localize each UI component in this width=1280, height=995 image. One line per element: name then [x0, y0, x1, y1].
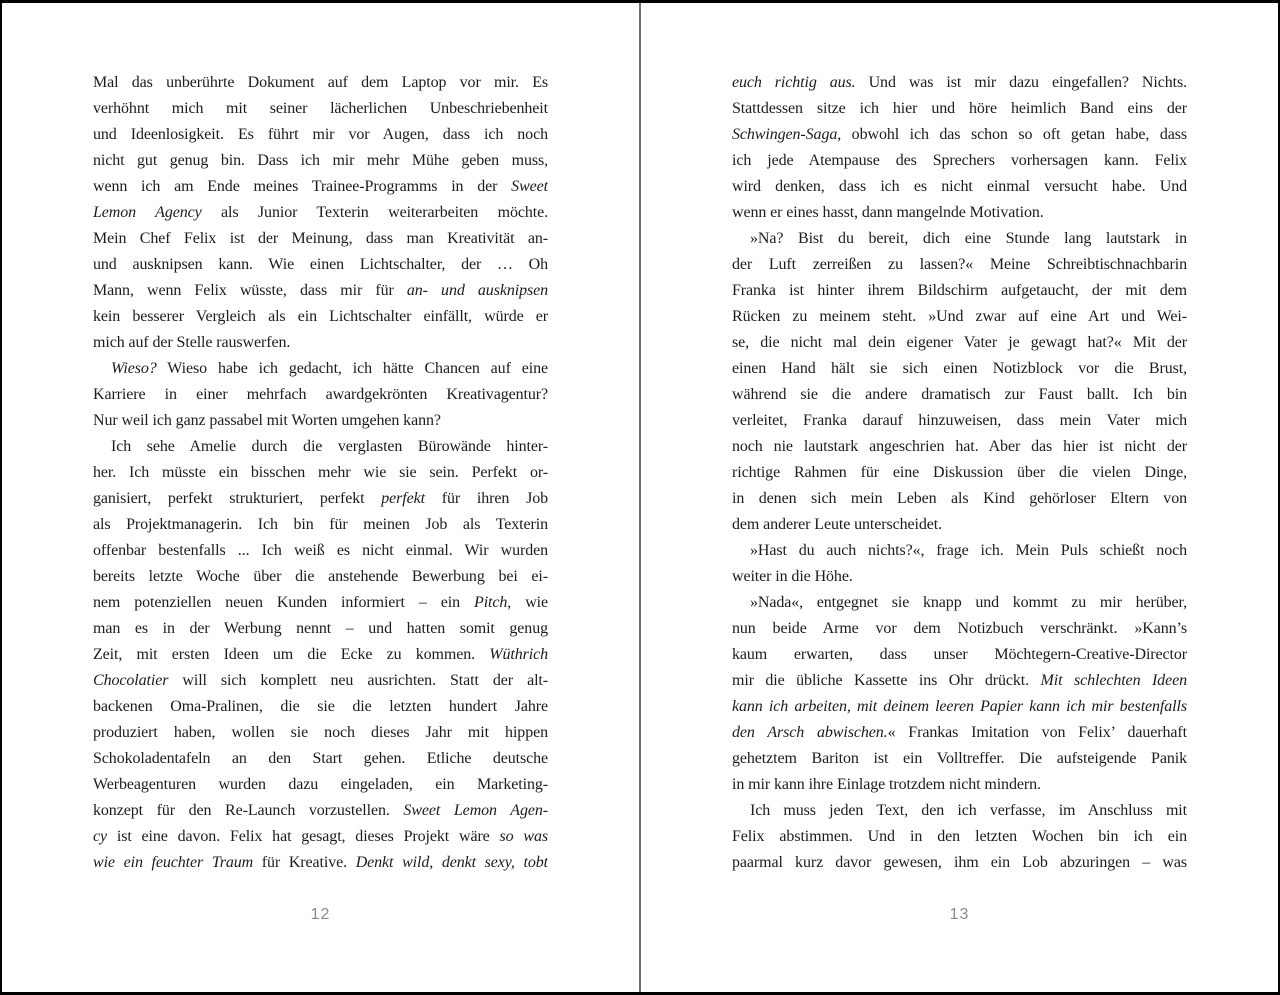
- italic-text-run: Pitch: [474, 594, 508, 611]
- text-run: Wieso habe ich gedacht, ich hätte Chancen auf eine: [156, 360, 548, 377]
- text-line: [93, 746, 548, 772]
- gutter-divider: [639, 3, 641, 992]
- text-run: dem anderer Leute unterscheidet.: [732, 516, 943, 533]
- text-line: [732, 278, 1187, 304]
- text-line: [732, 538, 1187, 564]
- text-run: Ich sehe Amelie durch die verglasten Bürowände hinter-: [111, 438, 548, 455]
- text-run: backenen Oma-Pralinen, die sie die letzten hundert Jahre: [93, 698, 548, 715]
- text-run: Werbeagenturen wurden dazu eingeladen, ein Marketing-: [93, 776, 548, 793]
- italic-text-run: Wüthrich: [489, 646, 548, 663]
- text-run: Stattdessen sitze ich hier und höre heimlich Band eins der: [732, 100, 1187, 117]
- text-run: der Luft zerreißen zu lassen?« Meine Schreibtischnachbarin: [732, 256, 1187, 273]
- text-line: [732, 96, 1187, 122]
- text-run: noch nie lautstark angeschrien hat. Aber das hier ist nicht der: [732, 438, 1187, 455]
- italic-text-run: perfekt: [381, 490, 425, 507]
- italic-text-run: Denkt wild, denkt sexy, tobt: [355, 854, 548, 871]
- text-line: [732, 304, 1187, 330]
- text-run: für ihren Job: [424, 490, 548, 507]
- text-run: und ausknipsen kann. Wie einen Lichtschalter, der … Oh: [93, 256, 548, 273]
- text-line: [93, 486, 548, 512]
- text-line: [93, 434, 548, 460]
- text-run: offenbar bestenfalls ... Ich weiß es nicht einmal. Wir wurden: [93, 542, 548, 559]
- italic-text-run: euch richtig aus.: [732, 74, 856, 91]
- text-line: [93, 174, 548, 200]
- text-run: verleitet, Franka darauf hinzuweisen, dass mein Vater mich: [732, 412, 1187, 429]
- text-line: [732, 252, 1187, 278]
- text-run: in mir kann ihre Einlage trotzdem nicht mindern.: [732, 776, 1041, 793]
- text-line: [732, 798, 1187, 824]
- text-run: wird denken, dass ich es nicht einmal versucht habe. Und: [732, 178, 1187, 195]
- page-number-right: 13: [949, 906, 970, 923]
- text-line: [93, 460, 548, 486]
- text-run: »Hast du auch nichts?«, frage ich. Mein Puls schießt noch: [750, 542, 1187, 559]
- text-line: [93, 772, 548, 798]
- text-line: [732, 174, 1187, 200]
- text-line: [732, 746, 1187, 772]
- text-run: gehetztem Bariton ist ein Volltreffer. Die aufsteigende Panik: [732, 750, 1187, 767]
- text-run: als Projektmanagerin. Ich bin für meinen Job als Texterin: [93, 516, 548, 533]
- italic-text-run: den Arsch abwischen.: [732, 724, 888, 741]
- text-line: [732, 590, 1187, 616]
- text-line: [732, 772, 1187, 798]
- text-run: man es in der Werbung nennt – und hatten somit genug: [93, 620, 548, 637]
- text-run: Nur weil ich ganz passabel mit Worten umgehen kann?: [93, 412, 441, 429]
- text-run: Mann, wenn Felix wüsste, dass mir für: [93, 282, 407, 299]
- text-line: [93, 200, 548, 226]
- text-line: [732, 486, 1187, 512]
- text-run: produziert haben, wollen sie noch dieses Jahr mit hippen: [93, 724, 548, 741]
- text-run: mich auf der Stelle rauswerfen.: [93, 334, 291, 351]
- text-line: [93, 564, 548, 590]
- text-line: [93, 252, 548, 278]
- text-run: mir die übliche Kassette ins Ohr drückt.: [732, 672, 1041, 689]
- text-run: in denen sich mein Leben als Kind gehörloser Eltern von: [732, 490, 1187, 507]
- text-line: [732, 356, 1187, 382]
- text-run: Felix abstimmen. Und in den letzten Wochen bin ich ein: [732, 828, 1187, 845]
- italic-text-run: wie ein feuchter Traum: [93, 854, 254, 871]
- text-line: [93, 824, 548, 850]
- text-run: se, die nicht mal dein eigener Vater je gewagt hat?« Mit der: [732, 334, 1187, 351]
- text-run: kein besserer Vergleich als ein Lichtschalter einfällt, würde er: [93, 308, 548, 325]
- text-run: »Nada«, entgegnet sie knapp und kommt zu mir herüber,: [750, 594, 1187, 611]
- text-run: einen Hand hält sie sich einen Notizblock vor die Brust,: [732, 360, 1187, 377]
- text-run: , wie: [507, 594, 548, 611]
- text-line: [93, 720, 548, 746]
- text-line: [93, 590, 548, 616]
- text-run: kaum erwarten, dass unser Möchtegern-Creative-Director: [732, 646, 1187, 663]
- italic-text-run: Lemon Agency: [93, 204, 202, 221]
- text-run: Karriere in einer mehrfach awardgekrönten Kreativagentur?: [93, 386, 548, 403]
- text-line: [93, 798, 548, 824]
- text-run: konzept für den Re-Launch vorzustellen.: [93, 802, 404, 819]
- text-run: ich jede Atempause des Sprechers vorhersagen kann. Felix: [732, 152, 1187, 169]
- italic-text-run: so was: [499, 828, 548, 845]
- text-run: weiter in die Höhe.: [732, 568, 853, 585]
- text-line: [93, 382, 548, 408]
- text-line: [93, 122, 548, 148]
- text-line: [732, 694, 1187, 720]
- text-line: [732, 434, 1187, 460]
- text-run: will sich komplett neu ausrichten. Statt der alt-: [168, 672, 548, 689]
- text-run: während sie die andere dramatisch zur Faust ballt. Ich bin: [732, 386, 1187, 403]
- text-line: [732, 642, 1187, 668]
- text-run: wenn er eines hasst, dann mangelnde Motivation.: [732, 204, 1044, 221]
- text-line: [93, 278, 548, 304]
- italic-text-run: cy: [93, 828, 108, 845]
- text-line: [732, 512, 1187, 538]
- text-line: [93, 694, 548, 720]
- text-line: [93, 538, 548, 564]
- text-line: [93, 668, 548, 694]
- text-line: [732, 122, 1187, 148]
- text-run: Franka ist hinter ihrem Bildschirm aufgetaucht, der mit dem: [732, 282, 1187, 299]
- page-right-text-column: [732, 70, 1187, 876]
- text-line: [732, 148, 1187, 174]
- text-line: [732, 382, 1187, 408]
- text-line: [93, 512, 548, 538]
- text-run: Und was ist mir dazu eingefallen? Nichts.: [855, 74, 1187, 91]
- text-line: [732, 226, 1187, 252]
- text-line: [93, 850, 548, 876]
- text-line: [93, 408, 548, 434]
- text-run: « Frankas Imitation von Felix’ dauerhaft: [887, 724, 1187, 741]
- text-run: verhöhnt mich mit seiner lächerlichen Unbeschriebenheit: [93, 100, 548, 117]
- text-line: [732, 824, 1187, 850]
- text-run: , obwohl ich das schon so oft getan habe, dass: [837, 126, 1187, 143]
- text-run: nun beide Arme vor dem Notizbuch verschränkt. »Kann’s: [732, 620, 1187, 637]
- text-run: Ich muss jeden Text, den ich verfasse, im Anschluss mit: [750, 802, 1187, 819]
- text-run: richtige Rahmen für eine Diskussion über die vielen Dinge,: [732, 464, 1187, 481]
- text-line: [93, 304, 548, 330]
- text-run: nicht gut genug bin. Dass ich mir mehr Mühe geben muss,: [93, 152, 548, 169]
- text-line: [732, 564, 1187, 590]
- text-run: Schokoladentafeln an den Start gehen. Etliche deutsche: [93, 750, 548, 767]
- text-run: und Ideenlosigkeit. Es führt mir vor Augen, dass ich noch: [93, 126, 548, 143]
- text-run: Mein Chef Felix ist der Meinung, dass man Kreativität an-: [93, 230, 548, 247]
- text-line: [732, 668, 1187, 694]
- text-run: für Kreative.: [253, 854, 356, 871]
- page-left-text-column: [93, 70, 548, 876]
- text-line: [732, 70, 1187, 96]
- italic-text-run: Schwingen-Saga: [732, 126, 838, 143]
- italic-text-run: Mit schlechten Ideen: [1040, 672, 1187, 689]
- text-run: Mal das unberührte Dokument auf dem Laptop vor mir. Es: [93, 74, 548, 91]
- text-run: paarmal kurz davor gewesen, ihm ein Lob abzuringen – was: [732, 854, 1187, 871]
- text-run: wenn ich am Ende meines Trainee-Programms in der: [93, 178, 512, 195]
- text-line: [93, 148, 548, 174]
- text-line: [732, 408, 1187, 434]
- text-run: bereits letzte Woche über die anstehende Bewerbung bei ei-: [93, 568, 548, 585]
- text-line: [732, 720, 1187, 746]
- text-run: her. Ich müsste ein bisschen mehr wie sie sein. Perfekt or-: [93, 464, 548, 481]
- text-run: Zeit, mit ersten Ideen um die Ecke zu kommen.: [93, 646, 490, 663]
- text-line: [93, 226, 548, 252]
- page-number-left: 12: [310, 906, 331, 923]
- text-line: [732, 200, 1187, 226]
- text-line: [93, 70, 548, 96]
- text-line: [93, 616, 548, 642]
- text-line: [93, 642, 548, 668]
- italic-text-run: Sweet: [511, 178, 548, 195]
- text-line: [732, 330, 1187, 356]
- italic-text-run: kann ich arbeiten, mit deinem leeren Papier kann ich mir bestenfalls: [732, 698, 1187, 715]
- italic-text-run: Sweet Lemon Agen-: [403, 802, 548, 819]
- italic-text-run: an- und ausknipsen: [406, 282, 548, 299]
- text-run: nem potenziellen neuen Kunden informiert – ein: [93, 594, 475, 611]
- text-run: Rücken zu meinem steht. »Und zwar auf eine Art und Wei-: [732, 308, 1187, 325]
- text-run: ist eine davon. Felix hat gesagt, dieses Projekt wäre: [107, 828, 500, 845]
- italic-text-run: Wieso?: [111, 360, 157, 377]
- italic-text-run: Chocolatier: [93, 672, 169, 689]
- text-line: [732, 616, 1187, 642]
- text-line: [93, 96, 548, 122]
- text-run: »Na? Bist du bereit, dich eine Stunde lang lautstark in: [750, 230, 1187, 247]
- text-line: [732, 460, 1187, 486]
- text-line: [93, 356, 548, 382]
- text-line: [93, 330, 548, 356]
- text-line: [732, 850, 1187, 876]
- text-run: als Junior Texterin weiterarbeiten möchte.: [201, 204, 548, 221]
- text-run: ganisiert, perfekt strukturiert, perfekt: [93, 490, 382, 507]
